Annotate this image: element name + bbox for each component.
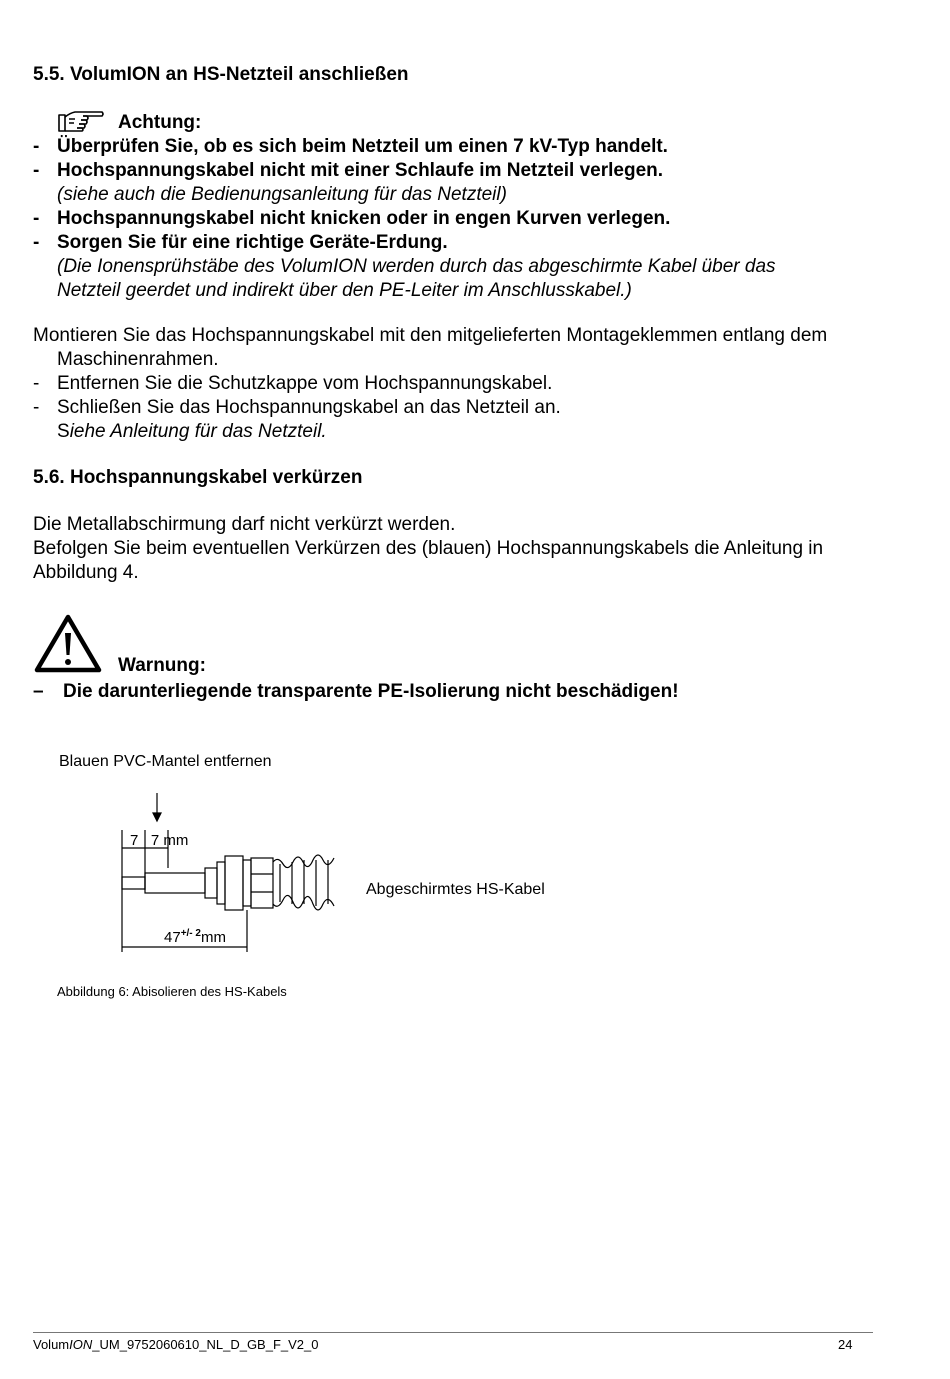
footer-divider xyxy=(33,1332,873,1333)
bullet-item: Sorgen Sie für eine richtige Geräte-Erdung. xyxy=(57,232,448,253)
attention-label: Achtung: xyxy=(118,112,202,133)
fitting-ring-3 xyxy=(243,860,251,906)
warning-bullet: Die darunterliegende transparente PE-Isolierung nicht beschädigen! xyxy=(63,681,679,702)
dimension-total-value: 47 xyxy=(164,929,181,946)
fitting-nut-2 xyxy=(251,858,273,908)
footer-doc-id xyxy=(33,1337,318,1352)
see-manual-initial: S xyxy=(57,421,70,442)
dimension-small-unit: mm xyxy=(163,832,189,849)
fitting-ring-2 xyxy=(217,862,225,904)
footer-doc-prefix: Volum xyxy=(33,1337,70,1352)
bullet-item: Hochspannungskabel nicht knicken oder in engen Kurven verlegen. xyxy=(57,208,671,229)
figure-label-top: Blauen PVC-Mantel entfernen xyxy=(59,753,272,770)
bullet-dash: - xyxy=(33,136,40,157)
bullet-dash: - xyxy=(33,160,40,181)
section-heading-5-6: 5.6. Hochspannungskabel verkürzen xyxy=(33,467,363,488)
footer-doc-italic: ION xyxy=(69,1337,93,1352)
dimension-total-unit: mm xyxy=(200,929,226,946)
dimension-small-b: 7 xyxy=(150,832,160,849)
mount-text-line-1: Montieren Sie das Hochspannungskabel mit den mitgelieferten Montageklemmen entlang dem xyxy=(33,325,828,346)
figure-label-right: Abgeschirmtes HS-Kabel xyxy=(366,881,545,898)
dimension-small-a: 7 xyxy=(130,832,139,849)
dimension-total xyxy=(164,928,226,946)
arrow-head xyxy=(153,813,161,821)
see-manual-italic: iehe Anleitung für das Netzteil. xyxy=(69,421,327,442)
bullet-dash: - xyxy=(33,208,40,229)
bullet-item: Hochspannungskabel nicht mit einer Schlaufe im Netzteil verlegen. xyxy=(57,160,664,181)
see-manual-note xyxy=(57,421,327,443)
fitting-ring-1 xyxy=(205,868,217,898)
note-loop: (siehe auch die Bedienungsanleitung für das Netzteil) xyxy=(57,184,507,205)
section-heading-5-5: 5.5. VolumION an HS-Netzteil anschließen xyxy=(33,64,409,85)
warning-dash: – xyxy=(33,681,44,702)
cable-insulation xyxy=(145,873,205,893)
footer-doc-suffix: _UM_9752060610_NL_D_GB_F_V2_0 xyxy=(92,1337,319,1352)
figure-caption: Abbildung 6: Abisolieren des HS-Kabels xyxy=(57,984,287,999)
fitting-nut xyxy=(225,856,243,910)
dimension-small xyxy=(130,832,188,849)
warning-label: Warnung: xyxy=(118,655,206,676)
note-ground-line-2: Netzteil geerdet und indirekt über den PE-Leiter im Anschlusskabel.) xyxy=(57,280,632,301)
page-number: 24 xyxy=(838,1337,853,1352)
step-dash: - xyxy=(33,397,40,418)
step-dash: - xyxy=(33,373,40,394)
pointing-hand-icon xyxy=(56,107,106,135)
paragraph-instructions-line-2: Abbildung 4. xyxy=(33,562,139,583)
step-item: Entfernen Sie die Schutzkappe vom Hochspannungskabel. xyxy=(57,373,553,394)
step-item: Schließen Sie das Hochspannungskabel an das Netzteil an. xyxy=(57,397,561,418)
bullet-dash: - xyxy=(33,232,40,253)
dimension-tolerance: +/- 2 xyxy=(180,928,201,939)
paragraph-instructions-line-1: Befolgen Sie beim eventuellen Verkürzen des (blauen) Hochspannungskabels die Anleitung in xyxy=(33,538,824,559)
bullet-item: Überprüfen Sie, ob es sich beim Netzteil um einen 7 kV-Typ handelt. xyxy=(57,136,668,157)
mount-text-line-2: Maschinenrahmen. xyxy=(57,349,219,370)
paragraph-shield: Die Metallabschirmung darf nicht verkürzt werden. xyxy=(33,514,456,535)
note-ground-line-1: (Die Ionensprühstäbe des VolumION werden durch das abgeschirmte Kabel über das xyxy=(57,256,776,277)
cable-stripping-diagram xyxy=(110,790,350,955)
cable-core xyxy=(122,877,145,889)
warning-triangle-icon xyxy=(34,613,102,673)
